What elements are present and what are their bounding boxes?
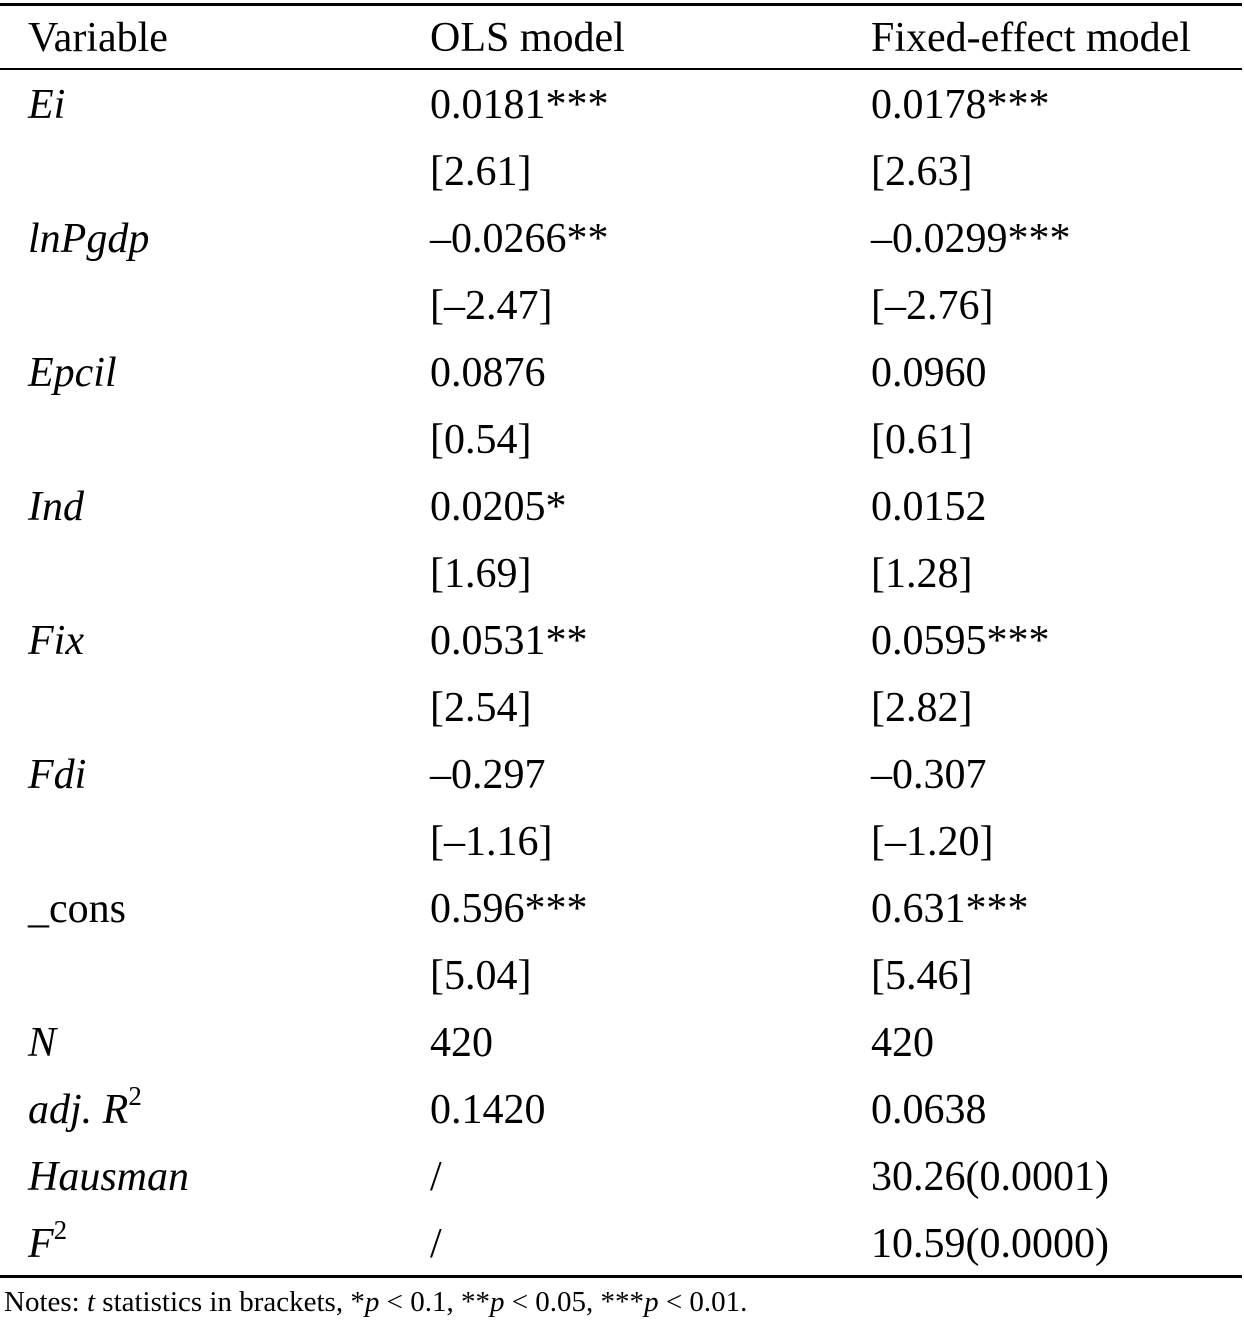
variable-cell [28,206,149,273]
fixed-effect-value: 0.631*** [871,886,1029,932]
variable-cell [28,1077,142,1144]
notes-p1: p [364,1286,380,1318]
fixed-effect-value: [–2.76] [871,283,994,329]
ols-value: [1.69] [430,551,532,597]
ols-value: 0.1420 [430,1087,546,1133]
variable-cell [28,72,65,139]
table-row [0,72,1244,139]
header-rule [0,68,1242,70]
variable-cell [28,1010,56,1077]
notes-text4: < 0.01. [658,1286,748,1318]
variable-name: Fix [28,618,84,664]
notes-prefix: Notes: [4,1286,87,1318]
variable-superscript: 2 [128,1081,142,1111]
variable-name: Epcil [28,350,117,396]
table-row [0,742,1244,809]
table-row [0,340,1244,407]
ols-value: 0.0181*** [430,82,609,128]
fixed-effect-value: [2.63] [871,149,973,195]
header-row [0,5,1244,72]
table-row [0,1010,1244,1077]
fixed-effect-value: 0.0960 [871,350,987,396]
table-row [0,675,1244,742]
notes-p2: p [489,1286,505,1318]
table-row [0,474,1244,541]
ols-value: / [430,1221,442,1267]
variable-name: N [28,1020,57,1066]
ols-value: [2.61] [430,149,532,195]
fixed-effect-value: 0.0638 [871,1087,987,1133]
fixed-effect-value: [1.28] [871,551,973,597]
notes-text2: < 0.1, ** [379,1286,490,1318]
variable-name: Fdi [28,752,87,798]
bottom-rule [0,1275,1242,1278]
variable-cell [28,1144,189,1211]
table-row [0,273,1244,340]
ols-value: [–1.16] [430,819,553,865]
variable-cell [28,1211,67,1278]
ols-value: –0.297 [430,752,546,798]
ols-value: [–2.47] [430,283,553,329]
variable-name: Ind [28,484,84,530]
table-row [0,206,1244,273]
notes-text3: < 0.05, *** [504,1286,645,1318]
variable-cell [28,608,84,675]
fixed-effect-value: 10.59(0.0000) [871,1221,1109,1267]
variable-superscript: 2 [53,1215,68,1245]
ols-value: 0.596*** [430,886,588,932]
header-ols: OLS model [430,15,625,61]
variable-cell [28,742,86,809]
fixed-effect-value: 420 [871,1020,934,1066]
notes-text1: statistics in brackets, * [95,1286,365,1318]
fixed-effect-value: 0.0152 [871,484,987,530]
header-fixed-effect: Fixed-effect model [871,15,1191,61]
variable-name: lnPgdp [28,216,150,262]
fixed-effect-value: 0.0178*** [871,82,1050,128]
variable-name: Ei [28,82,66,128]
fixed-effect-value: 0.0595*** [871,618,1050,664]
table-row [0,809,1244,876]
variable-cell [28,340,117,407]
variable-name: _cons [28,886,126,932]
fixed-effect-value: 30.26(0.0001) [871,1154,1109,1200]
ols-value: 0.0531** [430,618,588,664]
header-variable: Variable [28,15,168,61]
table-row [0,1144,1244,1211]
notes-t: t [86,1286,96,1318]
variable-name: Hausman [28,1154,190,1200]
table-row [0,608,1244,675]
table-row [0,407,1244,474]
fixed-effect-value: [5.46] [871,953,973,999]
table-row [0,1077,1244,1144]
notes-p3: p [644,1286,659,1318]
table-row [0,139,1244,206]
ols-value: 420 [430,1020,493,1066]
table-row [0,1211,1244,1278]
table-row [0,541,1244,608]
fixed-effect-value: [2.82] [871,685,973,731]
variable-name: F [28,1221,54,1267]
fixed-effect-value: –0.307 [871,752,987,798]
ols-value: –0.0266** [430,216,609,262]
ols-value: / [430,1154,442,1200]
variable-cell [28,876,126,943]
variable-cell [28,474,84,541]
variable-name: adj. R [28,1087,129,1133]
fixed-effect-value: –0.0299*** [871,216,1071,262]
ols-value: [2.54] [430,685,532,731]
ols-value: 0.0876 [430,350,546,396]
ols-value: 0.0205* [430,484,567,530]
fixed-effect-value: [–1.20] [871,819,994,865]
ols-value: [0.54] [430,417,532,463]
table-row [0,943,1244,1010]
table-notes [4,1282,747,1322]
table-row [0,876,1244,943]
fixed-effect-value: [0.61] [871,417,973,463]
ols-value: [5.04] [430,953,532,999]
